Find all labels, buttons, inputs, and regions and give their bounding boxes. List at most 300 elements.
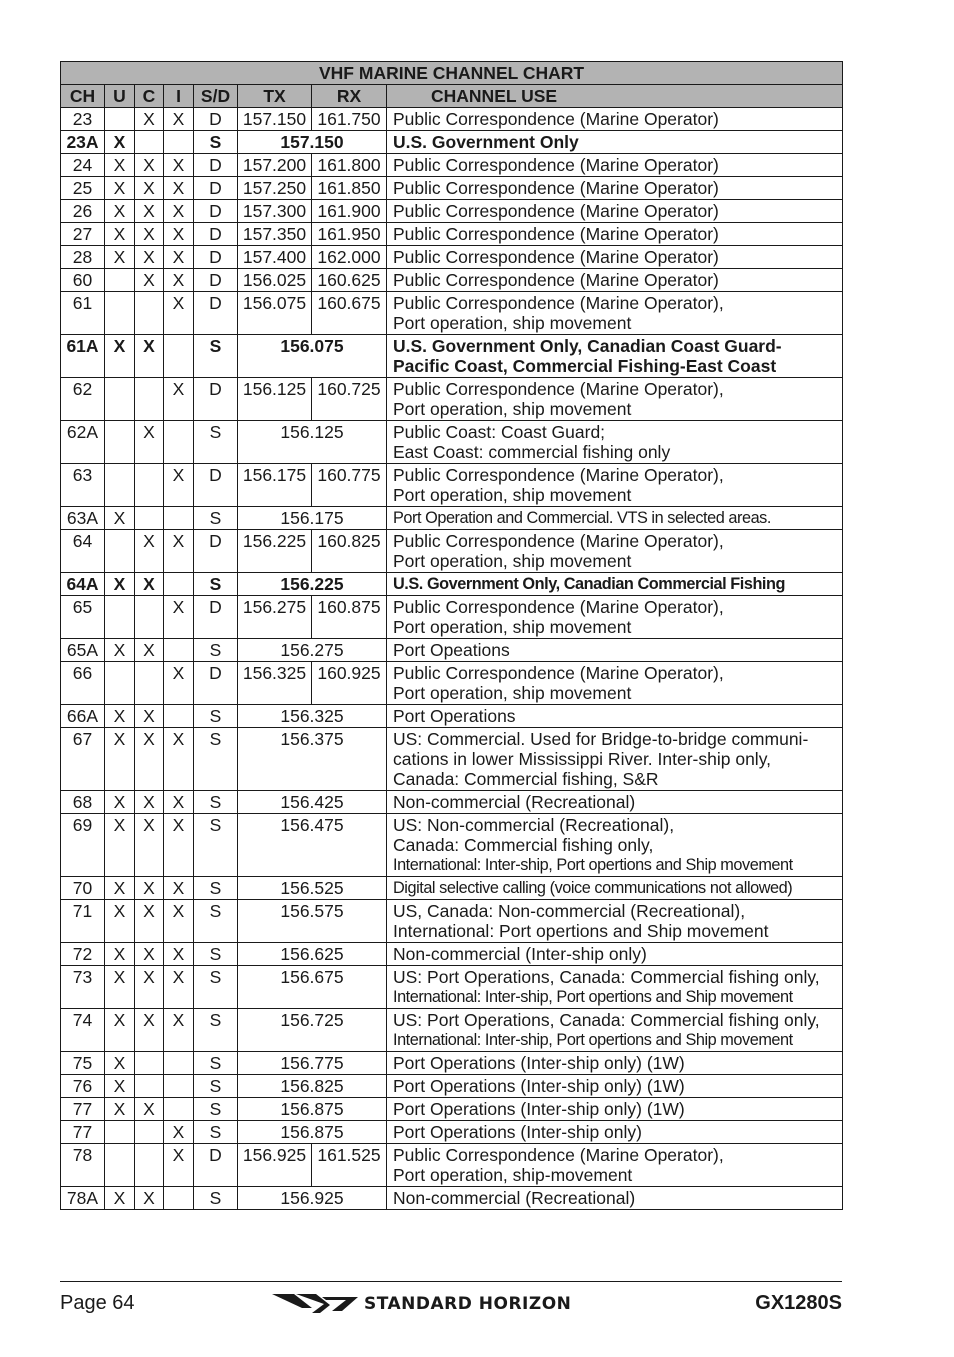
us-mark: X xyxy=(105,177,135,200)
table-row xyxy=(61,507,843,530)
channel-number: 67 xyxy=(61,728,105,791)
channel-use xyxy=(387,378,843,421)
canada-mark: X xyxy=(135,200,164,223)
channel-use-line: Public Correspondence (Marine Operator), xyxy=(393,597,724,617)
simplex-duplex: S xyxy=(194,943,238,966)
table-row xyxy=(61,639,843,662)
simplex-duplex: D xyxy=(194,177,238,200)
channel-number: 71 xyxy=(61,900,105,943)
channel-use xyxy=(387,705,843,728)
table-row xyxy=(61,791,843,814)
frequency: 156.875 xyxy=(238,1098,387,1121)
simplex-duplex: S xyxy=(194,728,238,791)
channel-use-line: Pacific Coast, Commercial Fishing-East Coast xyxy=(393,356,777,376)
channel-use-line: East Coast: commercial fishing only xyxy=(393,442,671,462)
table-row xyxy=(61,1121,843,1144)
table-row xyxy=(61,705,843,728)
us-mark: X xyxy=(105,900,135,943)
channel-number: 66 xyxy=(61,662,105,705)
table-row xyxy=(61,900,843,943)
channel-use xyxy=(387,943,843,966)
us-mark xyxy=(105,292,135,335)
canada-mark xyxy=(135,507,164,530)
channel-use-line: Port operation, ship movement xyxy=(393,399,632,419)
channel-use xyxy=(387,200,843,223)
col-header-tx: TX xyxy=(238,85,312,108)
tx-frequency: 156.225 xyxy=(238,530,312,573)
channel-use-line: Public Correspondence (Marine Operator) xyxy=(393,270,719,290)
channel-use-line: U.S. Government Only, Canadian Coast Guard- xyxy=(393,336,782,356)
frequency: 156.475 xyxy=(238,814,387,877)
table-row xyxy=(61,596,843,639)
us-mark xyxy=(105,378,135,421)
simplex-duplex: S xyxy=(194,1098,238,1121)
canada-mark xyxy=(135,662,164,705)
canada-mark: X xyxy=(135,177,164,200)
us-mark xyxy=(105,108,135,131)
channel-number: 62 xyxy=(61,378,105,421)
canada-mark: X xyxy=(135,705,164,728)
canada-mark: X xyxy=(135,877,164,900)
frequency: 156.125 xyxy=(238,421,387,464)
table-row xyxy=(61,573,843,596)
frequency: 156.375 xyxy=(238,728,387,791)
tx-frequency: 156.175 xyxy=(238,464,312,507)
table-row xyxy=(61,662,843,705)
header-row xyxy=(61,85,843,108)
tx-frequency: 156.925 xyxy=(238,1144,312,1187)
rx-frequency: 161.950 xyxy=(312,223,387,246)
simplex-duplex: S xyxy=(194,507,238,530)
international-mark xyxy=(164,573,194,596)
rx-frequency: 160.625 xyxy=(312,269,387,292)
canada-mark: X xyxy=(135,335,164,378)
channel-number: 65 xyxy=(61,596,105,639)
channel-use-line: Public Coast: Coast Guard; xyxy=(393,422,606,442)
simplex-duplex: S xyxy=(194,900,238,943)
frequency: 156.925 xyxy=(238,1187,387,1210)
channel-use-line: Canada: Commercial fishing only, xyxy=(393,835,654,855)
us-mark: X xyxy=(105,1009,135,1052)
channel-number: 68 xyxy=(61,791,105,814)
vhf-channel-chart xyxy=(60,61,843,1210)
channel-use-line: Port operation, ship movement xyxy=(393,485,632,505)
channel-use-line: Non-commercial (Recreational) xyxy=(393,1188,636,1208)
canada-mark xyxy=(135,378,164,421)
tx-frequency: 156.025 xyxy=(238,269,312,292)
chart-title: VHF MARINE CHANNEL CHART xyxy=(61,62,843,85)
channel-use-line: Non-commercial (Inter-ship only) xyxy=(393,944,647,964)
us-mark: X xyxy=(105,131,135,154)
channel-number: 74 xyxy=(61,1009,105,1052)
rx-frequency: 162.000 xyxy=(312,246,387,269)
channel-use xyxy=(387,1121,843,1144)
us-mark: X xyxy=(105,1098,135,1121)
rx-frequency: 160.775 xyxy=(312,464,387,507)
us-mark: X xyxy=(105,200,135,223)
simplex-duplex: S xyxy=(194,1009,238,1052)
frequency: 156.225 xyxy=(238,573,387,596)
table-row xyxy=(61,877,843,900)
channel-use-line: Port Operation and Commercial. VTS in selected areas. xyxy=(393,509,771,527)
canada-mark: X xyxy=(135,900,164,943)
channel-use-line: US: Port Operations, Canada: Commercial fishing only, xyxy=(393,967,820,987)
us-mark: X xyxy=(105,246,135,269)
table-row xyxy=(61,200,843,223)
canada-mark: X xyxy=(135,791,164,814)
channel-use-line: Port Operations xyxy=(393,706,516,726)
frequency: 156.575 xyxy=(238,900,387,943)
channel-number: 28 xyxy=(61,246,105,269)
table-row xyxy=(61,154,843,177)
channel-number: 26 xyxy=(61,200,105,223)
table-row xyxy=(61,1098,843,1121)
us-mark: X xyxy=(105,1075,135,1098)
us-mark: X xyxy=(105,154,135,177)
simplex-duplex: S xyxy=(194,335,238,378)
channel-number: 77 xyxy=(61,1098,105,1121)
channel-use-line: Port Operations (Inter-ship only) xyxy=(393,1122,642,1142)
canada-mark: X xyxy=(135,639,164,662)
canada-mark: X xyxy=(135,1098,164,1121)
us-mark: X xyxy=(105,877,135,900)
channel-use-line: Public Correspondence (Marine Operator) xyxy=(393,224,719,244)
canada-mark xyxy=(135,1121,164,1144)
channel-use xyxy=(387,900,843,943)
channel-use-line: Port Operations (Inter-ship only) (1W) xyxy=(393,1053,685,1073)
col-header-c: C xyxy=(135,85,164,108)
international-mark xyxy=(164,1075,194,1098)
international-mark: X xyxy=(164,900,194,943)
channel-use xyxy=(387,662,843,705)
channel-number: 69 xyxy=(61,814,105,877)
us-mark: X xyxy=(105,639,135,662)
us-mark xyxy=(105,662,135,705)
simplex-duplex: S xyxy=(194,791,238,814)
channel-use-line: Public Correspondence (Marine Operator) xyxy=(393,201,719,221)
channel-number: 73 xyxy=(61,966,105,1009)
international-mark xyxy=(164,705,194,728)
simplex-duplex: D xyxy=(194,108,238,131)
channel-use xyxy=(387,292,843,335)
simplex-duplex: S xyxy=(194,639,238,662)
table-row xyxy=(61,814,843,877)
brand-name: STANDARD HORIZON xyxy=(364,1294,572,1314)
channel-number: 24 xyxy=(61,154,105,177)
international-mark: X xyxy=(164,292,194,335)
simplex-duplex: S xyxy=(194,814,238,877)
table-row xyxy=(61,177,843,200)
frequency: 156.725 xyxy=(238,1009,387,1052)
us-mark: X xyxy=(105,814,135,877)
rx-frequency: 161.850 xyxy=(312,177,387,200)
rx-frequency: 160.675 xyxy=(312,292,387,335)
tx-frequency: 157.300 xyxy=(238,200,312,223)
channel-use-line: Public Correspondence (Marine Operator), xyxy=(393,1145,724,1165)
frequency: 157.150 xyxy=(238,131,387,154)
channel-number: 65A xyxy=(61,639,105,662)
frequency: 156.175 xyxy=(238,507,387,530)
channel-use xyxy=(387,246,843,269)
rx-frequency: 160.875 xyxy=(312,596,387,639)
table-row xyxy=(61,1009,843,1052)
us-mark xyxy=(105,596,135,639)
channel-number: 76 xyxy=(61,1075,105,1098)
channel-number: 78 xyxy=(61,1144,105,1187)
simplex-duplex: S xyxy=(194,1121,238,1144)
us-mark: X xyxy=(105,943,135,966)
channel-use xyxy=(387,877,843,900)
table-row xyxy=(61,292,843,335)
channel-use xyxy=(387,1075,843,1098)
channel-use-line: Port Operations (Inter-ship only) (1W) xyxy=(393,1076,685,1096)
rx-frequency: 161.800 xyxy=(312,154,387,177)
col-header-u: U xyxy=(105,85,135,108)
canada-mark: X xyxy=(135,421,164,464)
international-mark xyxy=(164,1052,194,1075)
international-mark: X xyxy=(164,378,194,421)
us-mark xyxy=(105,421,135,464)
channel-number: 77 xyxy=(61,1121,105,1144)
canada-mark: X xyxy=(135,154,164,177)
channel-use-line: Port operation, ship movement xyxy=(393,617,632,637)
channel-use xyxy=(387,1187,843,1210)
simplex-duplex: S xyxy=(194,1075,238,1098)
channel-use xyxy=(387,573,843,596)
simplex-duplex: D xyxy=(194,269,238,292)
channel-use xyxy=(387,108,843,131)
tx-frequency: 157.150 xyxy=(238,108,312,131)
rx-frequency: 160.925 xyxy=(312,662,387,705)
channel-use-line: Port operation, ship movement xyxy=(393,551,632,571)
channel-use-line: Canada: Commercial fishing, S&R xyxy=(393,769,659,789)
us-mark xyxy=(105,530,135,573)
chart-body xyxy=(61,108,843,1210)
simplex-duplex: D xyxy=(194,464,238,507)
us-mark: X xyxy=(105,728,135,791)
channel-use xyxy=(387,131,843,154)
canada-mark: X xyxy=(135,966,164,1009)
table-row xyxy=(61,335,843,378)
tx-frequency: 156.125 xyxy=(238,378,312,421)
simplex-duplex: D xyxy=(194,246,238,269)
channel-use xyxy=(387,1009,843,1052)
channel-number: 78A xyxy=(61,1187,105,1210)
rx-frequency: 160.825 xyxy=(312,530,387,573)
col-header-rx: RX xyxy=(312,85,387,108)
channel-number: 70 xyxy=(61,877,105,900)
channel-use xyxy=(387,1098,843,1121)
channel-use-line: Public Correspondence (Marine Operator) xyxy=(393,109,719,129)
channel-use-line: US: Port Operations, Canada: Commercial fishing only, xyxy=(393,1010,820,1030)
channel-use xyxy=(387,421,843,464)
international-mark: X xyxy=(164,246,194,269)
international-mark: X xyxy=(164,814,194,877)
rx-frequency: 160.725 xyxy=(312,378,387,421)
us-mark xyxy=(105,1121,135,1144)
channel-number: 66A xyxy=(61,705,105,728)
table-row xyxy=(61,1144,843,1187)
frequency: 156.525 xyxy=(238,877,387,900)
canada-mark xyxy=(135,464,164,507)
international-mark: X xyxy=(164,464,194,507)
table-row xyxy=(61,966,843,1009)
canada-mark xyxy=(135,1075,164,1098)
canada-mark: X xyxy=(135,1009,164,1052)
col-header-ch: CH xyxy=(61,85,105,108)
us-mark xyxy=(105,269,135,292)
channel-use xyxy=(387,530,843,573)
footer-divider xyxy=(60,1281,842,1282)
simplex-duplex: S xyxy=(194,131,238,154)
col-header-sd: S/D xyxy=(194,85,238,108)
frequency: 156.275 xyxy=(238,639,387,662)
tx-frequency: 156.275 xyxy=(238,596,312,639)
canada-mark: X xyxy=(135,814,164,877)
international-mark: X xyxy=(164,596,194,639)
channel-use-line: cations in lower Mississippi River. Inter-ship only, xyxy=(393,749,772,769)
frequency: 156.325 xyxy=(238,705,387,728)
simplex-duplex: D xyxy=(194,378,238,421)
channel-number: 25 xyxy=(61,177,105,200)
simplex-duplex: D xyxy=(194,154,238,177)
col-header-i: I xyxy=(164,85,194,108)
us-mark: X xyxy=(105,573,135,596)
frequency: 156.825 xyxy=(238,1075,387,1098)
simplex-duplex: S xyxy=(194,705,238,728)
channel-use-line: Public Correspondence (Marine Operator), xyxy=(393,379,724,399)
international-mark: X xyxy=(164,943,194,966)
table-row xyxy=(61,378,843,421)
international-mark: X xyxy=(164,791,194,814)
international-mark: X xyxy=(164,1121,194,1144)
channel-number: 75 xyxy=(61,1052,105,1075)
channel-use xyxy=(387,269,843,292)
simplex-duplex: S xyxy=(194,1187,238,1210)
canada-mark xyxy=(135,1052,164,1075)
international-mark: X xyxy=(164,200,194,223)
frequency: 156.675 xyxy=(238,966,387,1009)
us-mark: X xyxy=(105,1187,135,1210)
simplex-duplex: S xyxy=(194,421,238,464)
table-row xyxy=(61,728,843,791)
table-row xyxy=(61,1075,843,1098)
model-number: GX1280S xyxy=(755,1292,842,1314)
canada-mark: X xyxy=(135,530,164,573)
international-mark: X xyxy=(164,154,194,177)
table-row xyxy=(61,131,843,154)
channel-number: 63A xyxy=(61,507,105,530)
channel-use-line: International: Inter-ship, Port opertions and Ship movement xyxy=(393,1031,793,1049)
channel-use xyxy=(387,1144,843,1187)
canada-mark: X xyxy=(135,943,164,966)
frequency: 156.875 xyxy=(238,1121,387,1144)
channel-use xyxy=(387,507,843,530)
channel-use xyxy=(387,335,843,378)
frequency: 156.775 xyxy=(238,1052,387,1075)
channel-number: 60 xyxy=(61,269,105,292)
international-mark: X xyxy=(164,108,194,131)
channel-use-line: International: Inter-ship, Port opertions and Ship movement xyxy=(393,988,793,1006)
simplex-duplex: D xyxy=(194,200,238,223)
tx-frequency: 156.325 xyxy=(238,662,312,705)
simplex-duplex: D xyxy=(194,662,238,705)
us-mark: X xyxy=(105,507,135,530)
table-row xyxy=(61,464,843,507)
canada-mark: X xyxy=(135,1187,164,1210)
channel-number: 23A xyxy=(61,131,105,154)
table-row xyxy=(61,530,843,573)
channel-number: 64 xyxy=(61,530,105,573)
tx-frequency: 157.350 xyxy=(238,223,312,246)
brand-logo xyxy=(272,1290,571,1318)
international-mark: X xyxy=(164,877,194,900)
international-mark: X xyxy=(164,966,194,1009)
us-mark: X xyxy=(105,223,135,246)
international-mark: X xyxy=(164,1009,194,1052)
channel-number: 63 xyxy=(61,464,105,507)
simplex-duplex: D xyxy=(194,530,238,573)
us-mark: X xyxy=(105,1052,135,1075)
channel-use-line: Port Operations (Inter-ship only) (1W) xyxy=(393,1099,685,1119)
channel-use-line: U.S. Government Only xyxy=(393,132,579,152)
channel-use xyxy=(387,639,843,662)
channel-number: 61A xyxy=(61,335,105,378)
canada-mark: X xyxy=(135,246,164,269)
canada-mark: X xyxy=(135,728,164,791)
table-row xyxy=(61,223,843,246)
channel-use-line: US, Canada: Non-commercial (Recreational), xyxy=(393,901,746,921)
channel-use-line: International: Port opertions and Ship movement xyxy=(393,921,769,941)
channel-number: 23 xyxy=(61,108,105,131)
international-mark xyxy=(164,1098,194,1121)
col-header-channel-use: CHANNEL USE xyxy=(387,85,843,108)
international-mark xyxy=(164,1187,194,1210)
canada-mark: X xyxy=(135,223,164,246)
international-mark xyxy=(164,421,194,464)
simplex-duplex: D xyxy=(194,292,238,335)
canada-mark xyxy=(135,1144,164,1187)
channel-use-line: Public Correspondence (Marine Operator) xyxy=(393,178,719,198)
channel-use xyxy=(387,728,843,791)
simplex-duplex: D xyxy=(194,223,238,246)
tx-frequency: 156.075 xyxy=(238,292,312,335)
channel-use-line: US: Non-commercial (Recreational), xyxy=(393,815,675,835)
channel-use-line: Public Correspondence (Marine Operator), xyxy=(393,531,724,551)
us-mark: X xyxy=(105,791,135,814)
simplex-duplex: D xyxy=(194,596,238,639)
channel-number: 62A xyxy=(61,421,105,464)
channel-number: 64A xyxy=(61,573,105,596)
simplex-duplex: S xyxy=(194,966,238,1009)
international-mark: X xyxy=(164,177,194,200)
canada-mark xyxy=(135,292,164,335)
frequency: 156.425 xyxy=(238,791,387,814)
tx-frequency: 157.200 xyxy=(238,154,312,177)
channel-number: 27 xyxy=(61,223,105,246)
canada-mark: X xyxy=(135,108,164,131)
channel-use-line: Port operation, ship movement xyxy=(393,313,632,333)
international-mark xyxy=(164,131,194,154)
canada-mark xyxy=(135,596,164,639)
frequency: 156.075 xyxy=(238,335,387,378)
channel-use xyxy=(387,1052,843,1075)
canada-mark xyxy=(135,131,164,154)
page-number: Page 64 xyxy=(60,1292,135,1314)
channel-use xyxy=(387,464,843,507)
international-mark: X xyxy=(164,728,194,791)
table-row xyxy=(61,269,843,292)
